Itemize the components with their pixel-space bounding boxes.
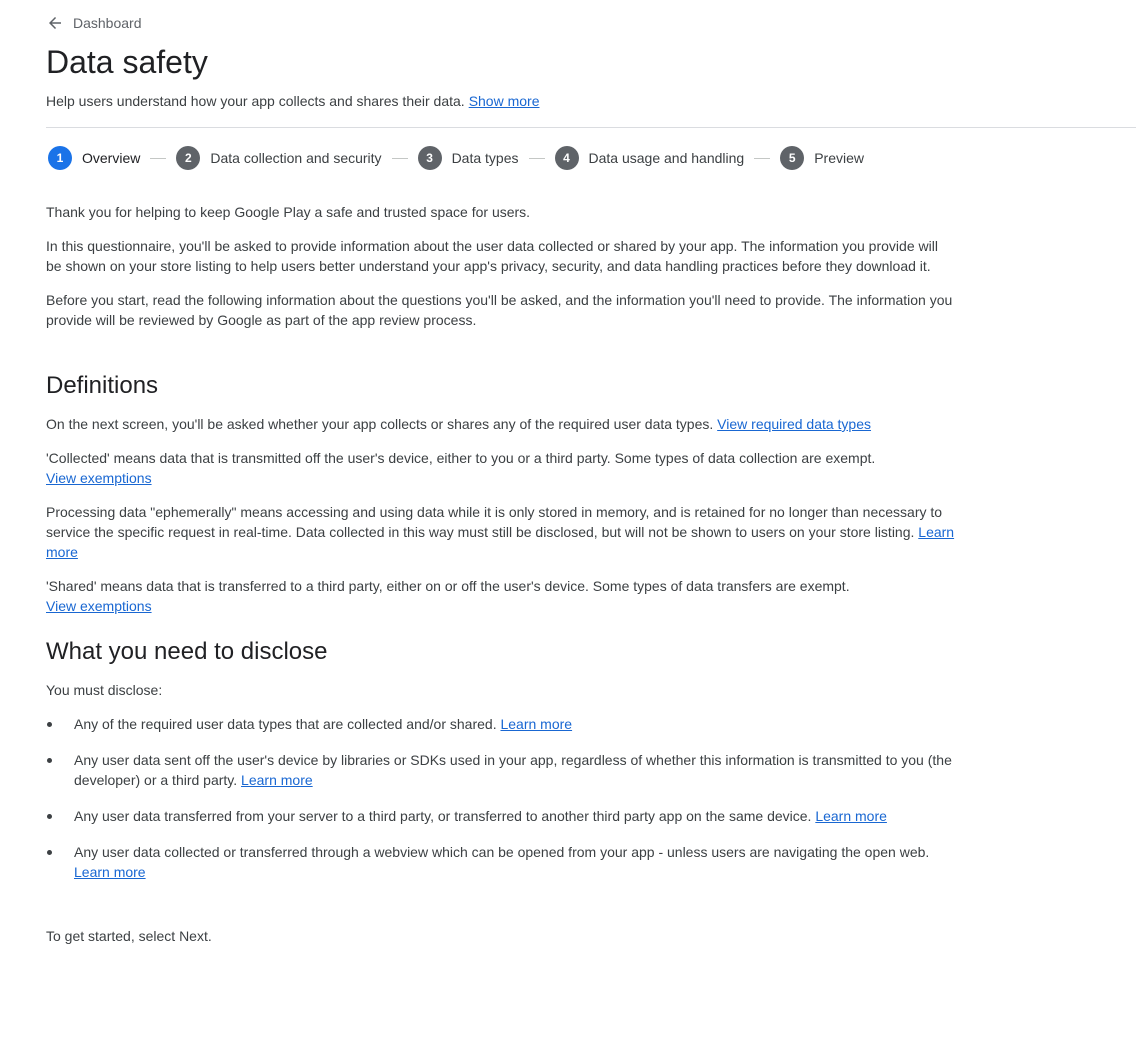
bullet-icon: [47, 814, 52, 819]
step-label: Data usage and handling: [588, 150, 745, 166]
list-item: [46, 750, 956, 790]
list-item-text: Any of the required user data types that are collected and/or shared.: [74, 716, 497, 732]
definition-text: 'Collected' means data that is transmitted off the user's device, either to you or a third party. Some types of data collection are exempt.: [46, 450, 876, 466]
back-link-label: Dashboard: [73, 15, 142, 31]
definition-text: 'Shared' means data that is transferred to a third party, either on or off the user's device. Some types of data transfers are exempt.: [46, 578, 850, 594]
step-separator: [529, 158, 545, 159]
list-item: [46, 842, 956, 882]
step-number: 5: [780, 146, 804, 170]
definition-text: On the next screen, you'll be asked whether your app collects or shares any of the required user data types.: [46, 416, 714, 432]
list-item: [46, 806, 956, 826]
definition-shared: [46, 576, 956, 616]
definition-collected: [46, 448, 956, 488]
intro-paragraph-3: Before you start, read the following information about the questions you'll be asked, and the information you'll need to provide. The information you provide will be reviewed by Google as part of the app review process.: [46, 292, 953, 328]
bullet-icon: [47, 722, 52, 727]
list-item-text: Any user data collected or transferred through a webview which can be opened from your app - unless users are navigating the open web.: [74, 844, 930, 860]
view-required-data-types-link[interactable]: View required data types: [717, 416, 872, 432]
intro-paragraph-1: Thank you for helping to keep Google Play a safe and trusted space for users.: [46, 204, 531, 220]
header-divider: [46, 127, 1136, 128]
step-number: 4: [555, 146, 579, 170]
page-title: Data safety: [46, 44, 208, 80]
stepper: [48, 146, 864, 170]
step-label: Data types: [451, 150, 519, 166]
learn-more-link[interactable]: Learn more: [74, 864, 146, 880]
step-separator: [392, 158, 408, 159]
step-separator: [150, 158, 166, 159]
view-exemptions-link[interactable]: View exemptions: [46, 470, 152, 486]
learn-more-link[interactable]: Learn more: [815, 808, 887, 824]
back-to-dashboard-link[interactable]: [46, 13, 142, 33]
disclose-list: [46, 714, 956, 882]
learn-more-link[interactable]: Learn more: [500, 716, 573, 732]
definition-required-data: [46, 414, 956, 434]
step-data-types[interactable]: [418, 146, 519, 170]
arrow-left-icon: [46, 14, 64, 32]
step-data-usage-and-handling[interactable]: [555, 146, 745, 170]
list-item-text: Any user data sent off the user's device by libraries or SDKs used in your app, regardless of whether this information is transmitted to you (the developer) or a third party.: [74, 752, 952, 788]
disclose-intro: You must disclose:: [46, 682, 163, 698]
step-label: Data collection and security: [210, 150, 382, 166]
step-overview[interactable]: [48, 146, 140, 170]
definitions-heading: Definitions: [46, 372, 159, 399]
step-separator: [754, 158, 770, 159]
view-exemptions-link[interactable]: View exemptions: [46, 598, 152, 614]
learn-more-link[interactable]: Learn more: [46, 524, 955, 560]
subtitle-text: Help users understand how your app collects and shares their data.: [46, 93, 465, 109]
get-started-text: To get started, select Next.: [46, 928, 212, 944]
step-number: 1: [48, 146, 72, 170]
show-more-link[interactable]: Show more: [468, 93, 540, 109]
what-to-disclose-heading: What you need to disclose: [46, 638, 328, 665]
step-data-collection-and-security[interactable]: [176, 146, 381, 170]
list-item: [46, 714, 956, 734]
intro-paragraph-2: In this questionnaire, you'll be asked to provide information about the user data collected or shared by your app. The information you provide will be shown on your store listing to help users better understand your app's privacy, security, and data handling practices before they download it.: [46, 238, 938, 274]
step-number: 3: [418, 146, 442, 170]
step-label: Preview: [814, 150, 864, 166]
step-preview[interactable]: [780, 146, 864, 170]
list-item-text: Any user data transferred from your server to a third party, or transferred to another third party app on the same device.: [74, 808, 812, 824]
step-number: 2: [176, 146, 200, 170]
step-label: Overview: [82, 150, 141, 166]
definition-text: Processing data "ephemerally" means accessing and using data while it is only stored in memory, and is retained for no longer than necessary to service the specific request in real-time. Data collected in this way must still be disclosed, but will not be shown to users on your store listing.: [46, 504, 943, 540]
bullet-icon: [47, 850, 52, 855]
page-subtitle: [46, 91, 540, 111]
bullet-icon: [47, 758, 52, 763]
definition-ephemeral: [46, 502, 956, 562]
overview-content: [46, 202, 956, 960]
learn-more-link[interactable]: Learn more: [241, 772, 313, 788]
